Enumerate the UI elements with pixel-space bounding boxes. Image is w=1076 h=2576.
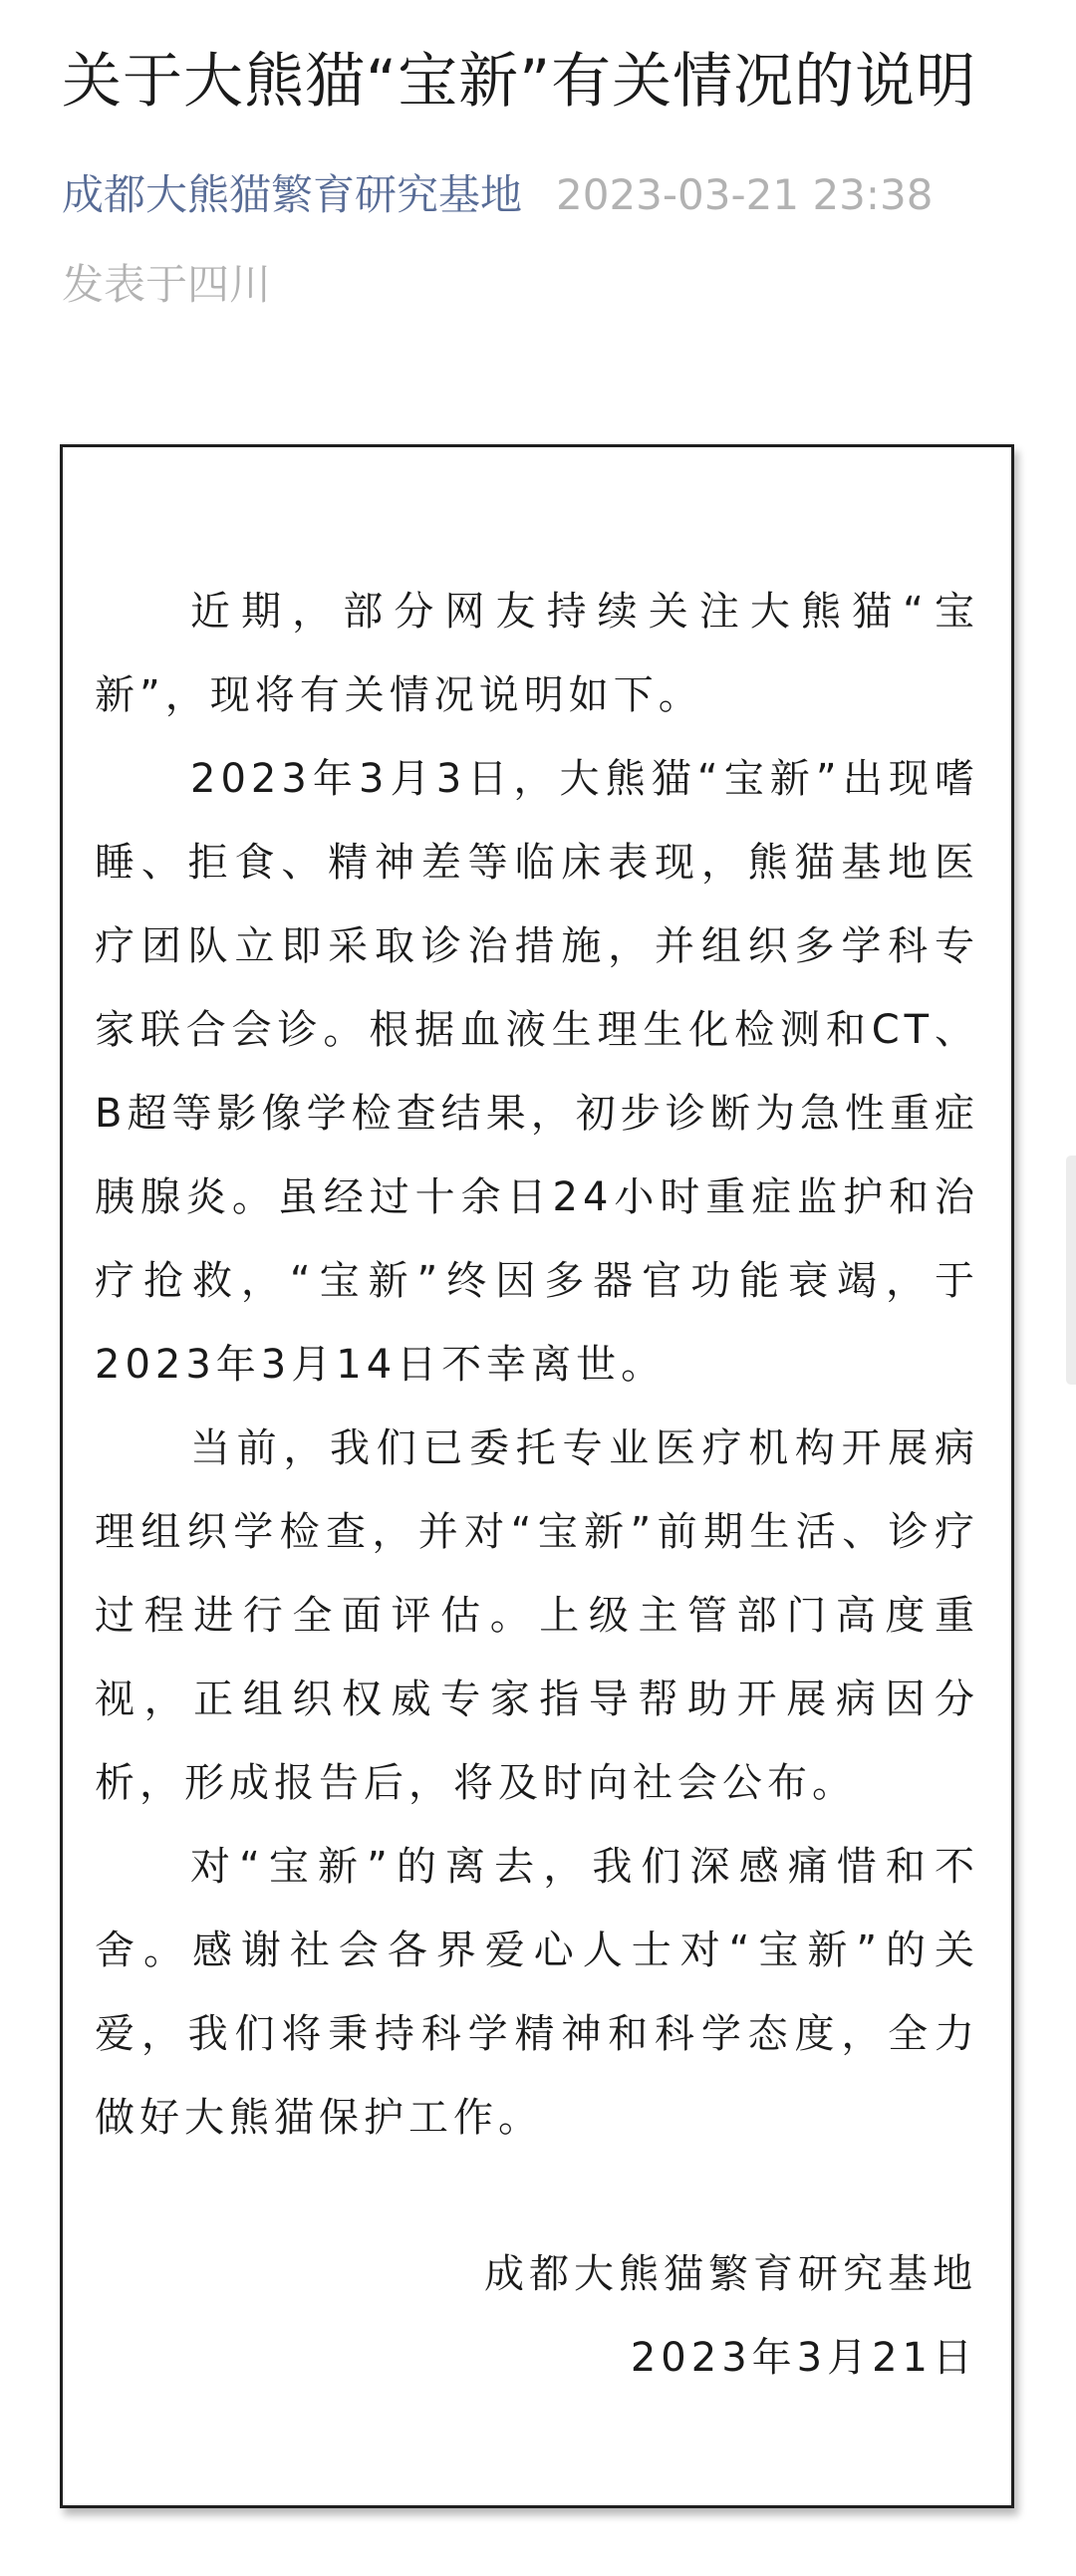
statement-paragraph: 2023年3月3日，大熊猫“宝新”出现嗜睡、拒食、精神差等临床表现，熊猫基地医疗团队立即采取诊治措施，并组织多学科专家联合会诊。根据血液生理生化检测和CT、B超等影像学检查结果，初步诊断为急性重症胰腺炎。虽经过十余日24小时重症监护和治疗抢救，“宝新”终因多器官功能衰竭，于2023年3月14日不幸离世。 — [95, 756, 979, 1388]
statement-paragraph: 对“宝新”的离去，我们深感痛惜和不舍。感谢社会各界爱心人士对“宝新”的关爱，我们将秉持科学精神和科学态度，全力做好大熊猫保护工作。 — [95, 1844, 979, 2141]
account-name-link[interactable]: 成都大熊猫繁育研究基地 — [62, 170, 523, 219]
publish-location: 发表于四川 — [62, 260, 272, 309]
statement-paragraph: 近期，部分网友持续关注大熊猫“宝新”，现将有关情况说明如下。 — [95, 589, 979, 718]
statement-paragraph: 当前，我们已委托专业医疗机构开展病理组织学检查，并对“宝新”前期生活、诊疗过程进行全面评估。上级主管部门高度重视，正组织权威专家指导帮助开展病因分析，形成报告后，将及时向社会公布。 — [95, 1425, 979, 1806]
article-title: 关于大熊猫“宝新”有关情况的说明 — [62, 47, 977, 117]
article-meta — [62, 165, 1048, 225]
signature-organization: 成都大熊猫繁育研究基地 — [484, 2251, 977, 2297]
statement-image — [60, 444, 1014, 2508]
signature-date: 2023年3月21日 — [630, 2335, 977, 2381]
statement-body — [95, 570, 979, 2160]
article-header — [62, 40, 1048, 315]
statement-signature — [484, 2232, 977, 2400]
page-scrollbar[interactable] — [1066, 1156, 1076, 1385]
publish-time: 2023-03-21 23:38 — [556, 170, 934, 219]
